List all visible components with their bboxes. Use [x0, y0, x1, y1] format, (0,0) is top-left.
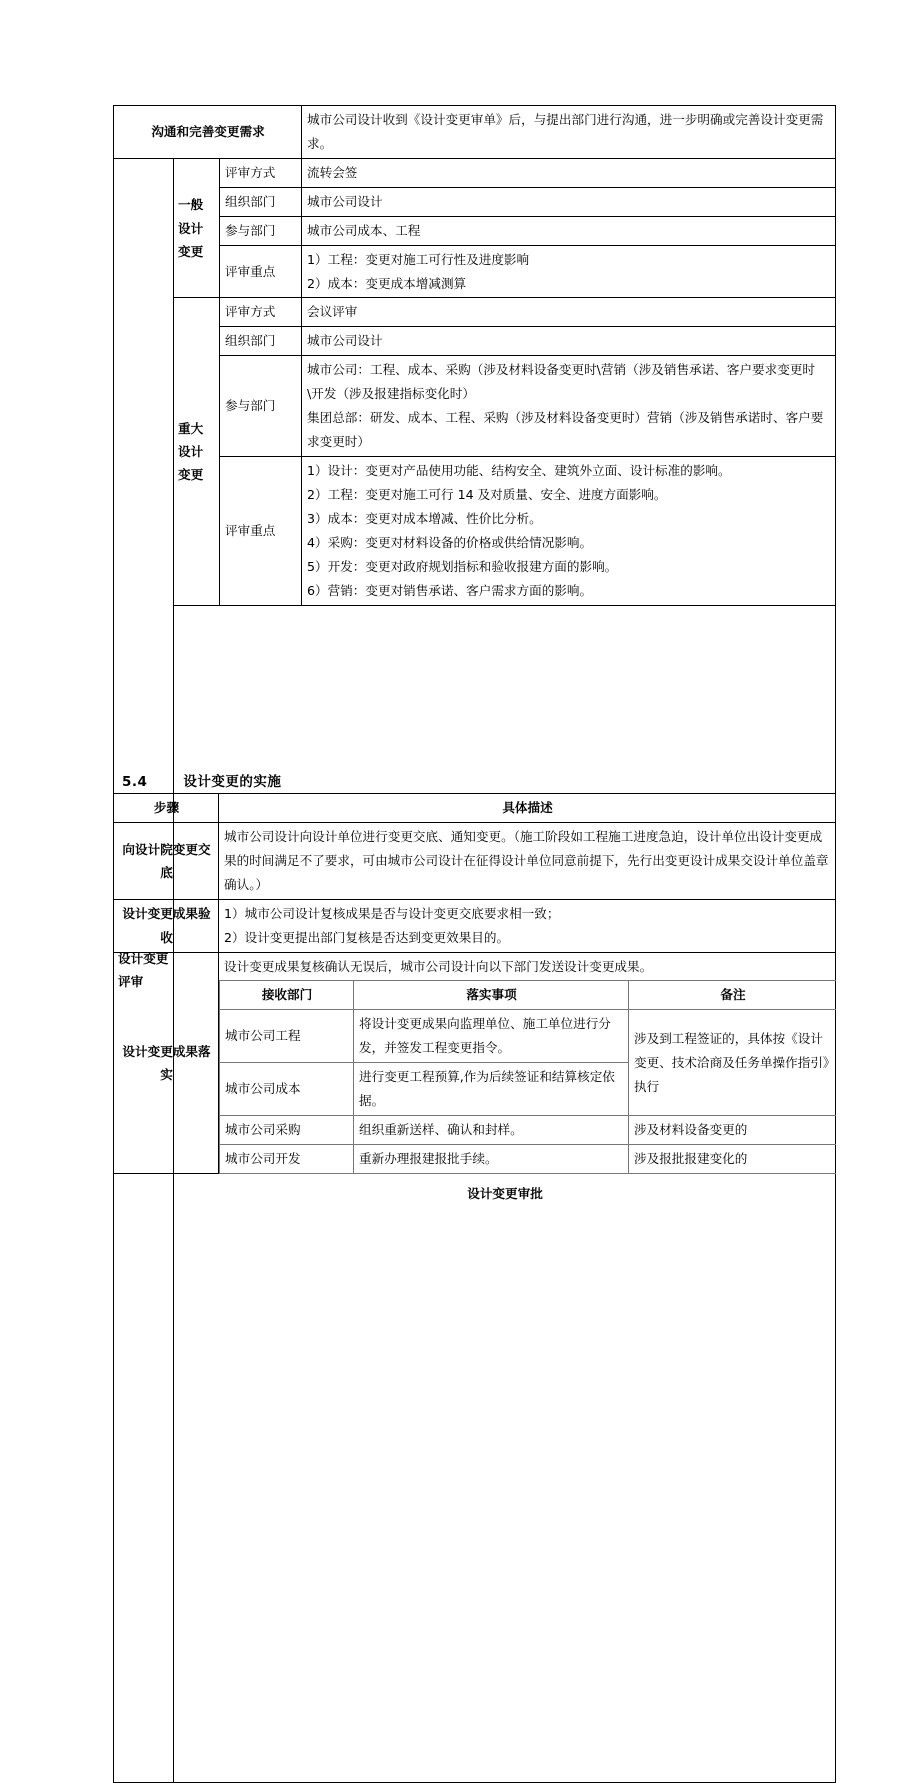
field-key: 参与部门	[220, 216, 302, 245]
major-change-focus	[302, 456, 836, 605]
cell-task: 进行变更工程预算,作为后续签证和结算核定依据。	[354, 1063, 629, 1116]
row-label-communication: 沟通和完善变更需求	[114, 106, 302, 159]
cell-dept: 城市公司开发	[220, 1144, 354, 1173]
cell-note: 涉及报批报建变化的	[629, 1144, 836, 1173]
acceptance-lines	[219, 899, 836, 952]
cell-task: 重新办理报建报批手续。	[354, 1144, 629, 1173]
acceptance-line: 1）城市公司设计复核成果是否与设计变更交底要求相一致；	[224, 905, 560, 921]
major-change-participants	[302, 356, 836, 457]
field-key: 评审方式	[220, 298, 302, 327]
table-row	[114, 106, 836, 159]
focus-line: 1）设计：变更对产品使用功能、结构安全、建筑外立面、设计标准的影响。	[307, 462, 731, 478]
field-value: 城市公司设计	[302, 327, 836, 356]
field-value: 会议评审	[302, 298, 836, 327]
participant-line: 城市公司：工程、成本、采购（涉及材料设备变更时\营销（涉及销售承诺、客户要求变更时\开发（涉及报建指标变化时）	[307, 362, 816, 402]
focus-line: 2）工程：变更对施工可行 14 及对质量、安全、进度方面影响。	[307, 486, 667, 502]
table-row	[114, 899, 836, 952]
focus-line: 1）工程：变更对施工可行性及进度影响	[307, 251, 530, 267]
implementation-cell	[219, 952, 836, 1174]
field-key: 评审重点	[220, 456, 302, 605]
row-label-acceptance: 设计变更成果验收	[114, 899, 219, 952]
row-label-approval: 设计变更审批	[174, 605, 836, 1782]
cell-dept: 城市公司工程	[220, 1010, 354, 1063]
column-header-task: 落实事项	[354, 981, 629, 1010]
row-label-design-change-review: 设计变更评审	[114, 158, 174, 1782]
table-row	[114, 822, 836, 899]
field-value: 城市公司成本、工程	[302, 216, 836, 245]
focus-line: 6）营销：变更对销售承诺、客户需求方面的影响。	[307, 582, 593, 598]
field-value: 城市公司设计	[302, 187, 836, 216]
acceptance-line: 2）设计变更提出部门复核是否达到变更效果目的。	[224, 929, 510, 945]
section-title: 设计变更的实施	[183, 774, 282, 790]
table-header-row	[114, 794, 836, 823]
implementation-lead: 设计变更成果复核确认无误后，城市公司设计向以下部门发送设计变更成果。	[224, 958, 653, 974]
field-key: 组织部门	[220, 327, 302, 356]
cell-dept: 城市公司成本	[220, 1063, 354, 1116]
cell-dept: 城市公司采购	[220, 1116, 354, 1145]
row-label-general-change: 一般设计变更	[174, 158, 220, 298]
table-row	[114, 356, 836, 457]
column-header-step: 步骤	[114, 794, 219, 823]
receiving-department-table	[219, 980, 836, 1173]
cell-task: 组织重新送样、确认和封样。	[354, 1116, 629, 1145]
disclosure-text: 城市公司设计向设计单位进行变更交底、通知变更。（施工阶段如工程施工进度急迫，设计单位出设计变更成果的时间满足不了要求，可由城市公司设计在征得设计单位同意前提下，先行出变更设计成果交设计单位盖章确认。）	[219, 822, 836, 899]
row-label-disclosure: 向设计院变更交底	[114, 822, 219, 899]
table-row	[114, 456, 836, 605]
row-label-major-change: 重大设计变更	[174, 298, 220, 605]
cell-note: 涉及材料设备变更的	[629, 1116, 836, 1145]
table-row	[220, 1116, 836, 1145]
table-row	[220, 1144, 836, 1173]
column-header-receiving-dept: 接收部门	[220, 981, 354, 1010]
communication-text: 城市公司设计收到《设计变更审单》后，与提出部门进行沟通，进一步明确或完善设计变更需求。	[302, 106, 836, 159]
table-row	[114, 327, 836, 356]
focus-line: 4）采购：变更对材料设备的价格或供给情况影响。	[307, 534, 593, 550]
section-heading	[122, 770, 281, 790]
table-row	[114, 187, 836, 216]
column-header-note: 备注	[629, 981, 836, 1010]
focus-line: 2）成本：变更成本增减测算	[307, 275, 467, 291]
table-row	[114, 216, 836, 245]
participant-line: 集团总部：研发、成本、工程、采购（涉及材料设备变更时）营销（涉及销售承诺时、客户要求变更时）	[307, 410, 824, 450]
field-key: 参与部门	[220, 356, 302, 457]
field-value: 流转会签	[302, 158, 836, 187]
table-row	[114, 298, 836, 327]
table-row	[114, 158, 836, 187]
cell-task: 将设计变更成果向监理单位、施工单位进行分发，并签发工程变更指令。	[354, 1010, 629, 1063]
table-row	[114, 245, 836, 298]
row-label-implementation: 设计变更成果落实	[114, 952, 219, 1174]
table-header-row	[220, 981, 836, 1010]
table-row	[220, 1010, 836, 1063]
table-row	[114, 952, 836, 1174]
field-key: 评审重点	[220, 245, 302, 298]
focus-line: 3）成本：变更对成本增减、性价比分析。	[307, 510, 542, 526]
field-key: 组织部门	[220, 187, 302, 216]
general-change-focus	[302, 245, 836, 298]
section-number: 5.4	[122, 774, 148, 790]
field-key: 评审方式	[220, 158, 302, 187]
focus-line: 5）开发：变更对政府规划指标和验收报建方面的影响。	[307, 558, 618, 574]
design-change-implementation-table	[113, 793, 836, 1174]
cell-note: 涉及到工程签证的，具体按《设计变更、技术洽商及任务单操作指引》执行	[629, 1010, 836, 1116]
column-header-description: 具体描述	[219, 794, 836, 823]
